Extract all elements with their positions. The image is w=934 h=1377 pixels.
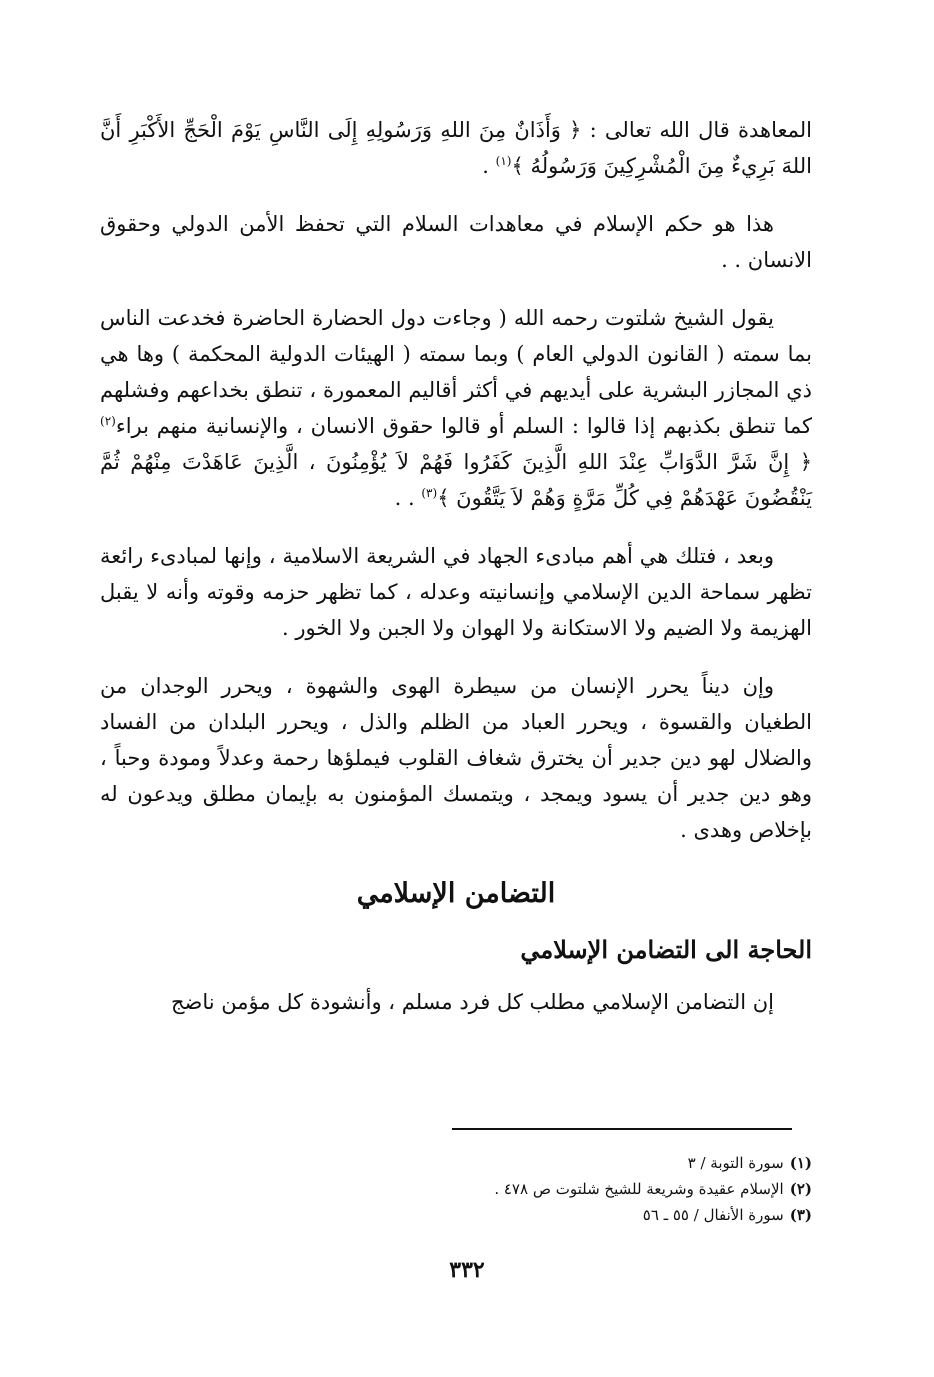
- page-number: ٣٣٢: [449, 1257, 485, 1283]
- paragraph-treaty-verse: [100, 112, 812, 184]
- paragraph-religion-liberates: [100, 668, 812, 848]
- footnote-divider: [452, 1128, 792, 1130]
- footnote-2: [420, 1176, 812, 1202]
- footnote-number: (١): [789, 1154, 812, 1172]
- paragraph-text: وبعد ، فتلك هي أهم مبادىء الجهاد في الشريعة الاسلامية ، وإنها لمبادىء رائعة تظهر سماحة الدين الإسلامي وإنسانيته وعدله ، كما تظهر حزمه وقوته وأنه لا يقبل الهزيمة ولا الضيم ولا الاستكانة ولا الهوان ولا الجبن ولا الخور .: [100, 544, 812, 640]
- section-title: التضامن الإسلامي: [356, 878, 556, 909]
- footnote-text: سورة التوبة / ٣: [687, 1154, 784, 1172]
- footnote-number: (٢): [789, 1180, 812, 1198]
- footnote-ref-3: (٣): [421, 486, 438, 500]
- paragraph-tail: . .: [394, 486, 422, 510]
- footnote-3: [420, 1202, 812, 1228]
- footnote-ref-1: (١): [495, 154, 512, 168]
- footnote-text: الإسلام عقيدة وشريعة للشيخ شلتوت ص ٤٧٨ .: [494, 1180, 784, 1198]
- paragraph-tail: .: [482, 154, 496, 178]
- paragraph-shaltout-quote: [100, 300, 812, 516]
- footnote-text: سورة الأنفال / ٥٥ ـ ٥٦: [642, 1206, 784, 1224]
- paragraph-text: المعاهدة قال الله تعالى : ﴿ وَأَذَانٌ مِنَ اللهِ وَرَسُولِهِ إِلَى النَّاسِ يَوْمَ الْحَجِّ الأَكْبَرِ أَنَّ اللهَ بَرِيءٌ مِنَ الْمُشْرِكِينَ وَرَسُولُهُ ﴾: [100, 118, 812, 178]
- sub-title: الحاجة الى التضامن الإسلامي: [520, 935, 812, 964]
- footnotes: [420, 1150, 812, 1228]
- paragraph-text: يقول الشيخ شلتوت رحمه الله ( وجاءت دول الحضارة الحاضرة فخدعت الناس بما سمته ( القانون الدولي العام ) وبما سمته ( الهيئات الدولية المحكمة ) وها هي ذي المجازر البشرية على أيديهم في أكثر أقاليم المعمورة ، تنطق بخداعهم وفشلهم كما تنطق بكذبهم إذا قالوا : السلم أو قالوا حقوق الانسان ، والإنسانية منهم براء: [100, 306, 812, 438]
- paragraph-solidarity: [100, 984, 812, 1020]
- paragraph-text: وإن ديناً يحرر الإنسان من سيطرة الهوى والشهوة ، ويحرر الوجدان من الطغيان والقسوة ، ويحرر العباد من الظلم والذل ، ويحرر البلدان من الفساد والضلال لهو دين جدير أن يخترق شغاف القلوب فيملؤها رحمة وعدلاً ومودة وحباً ، وهو دين جدير أن يسود ويمجد ، ويتمسك المؤمنون به بإيمان مطلق ويدعون له بإخلاص وهدى .: [100, 674, 812, 842]
- paragraph-jihad-principles: [100, 538, 812, 646]
- footnote-number: (٣): [789, 1206, 812, 1224]
- paragraph-text: هذا هو حكم الإسلام في معاهدات السلام التي تحفظ الأمن الدولي وحقوق الانسان . .: [100, 212, 812, 272]
- page-body: [100, 112, 812, 1042]
- footnote-1: [420, 1150, 812, 1176]
- paragraph-text: إن التضامن الإسلامي مطلب كل فرد مسلم ، وأنشودة كل مؤمن ناضج: [170, 990, 774, 1014]
- paragraph-verse: ﴿ إِنَّ شَرَّ الدَّوَابِّ عِنْدَ اللهِ الَّذِينَ كَفَرُوا فَهُمْ لاَ يُؤْمِنُونَ ، الَّذِينَ عَاهَدْتَ مِنْهُمْ ثُمَّ يَنْقُضُونَ عَهْدَهُمْ فِي كُلِّ مَرَّةٍ وَهُمْ لاَ يَتَّقُونَ ﴾: [100, 450, 812, 510]
- footnote-ref-2: (٢): [100, 414, 116, 428]
- paragraph-islam-ruling: [100, 206, 812, 278]
